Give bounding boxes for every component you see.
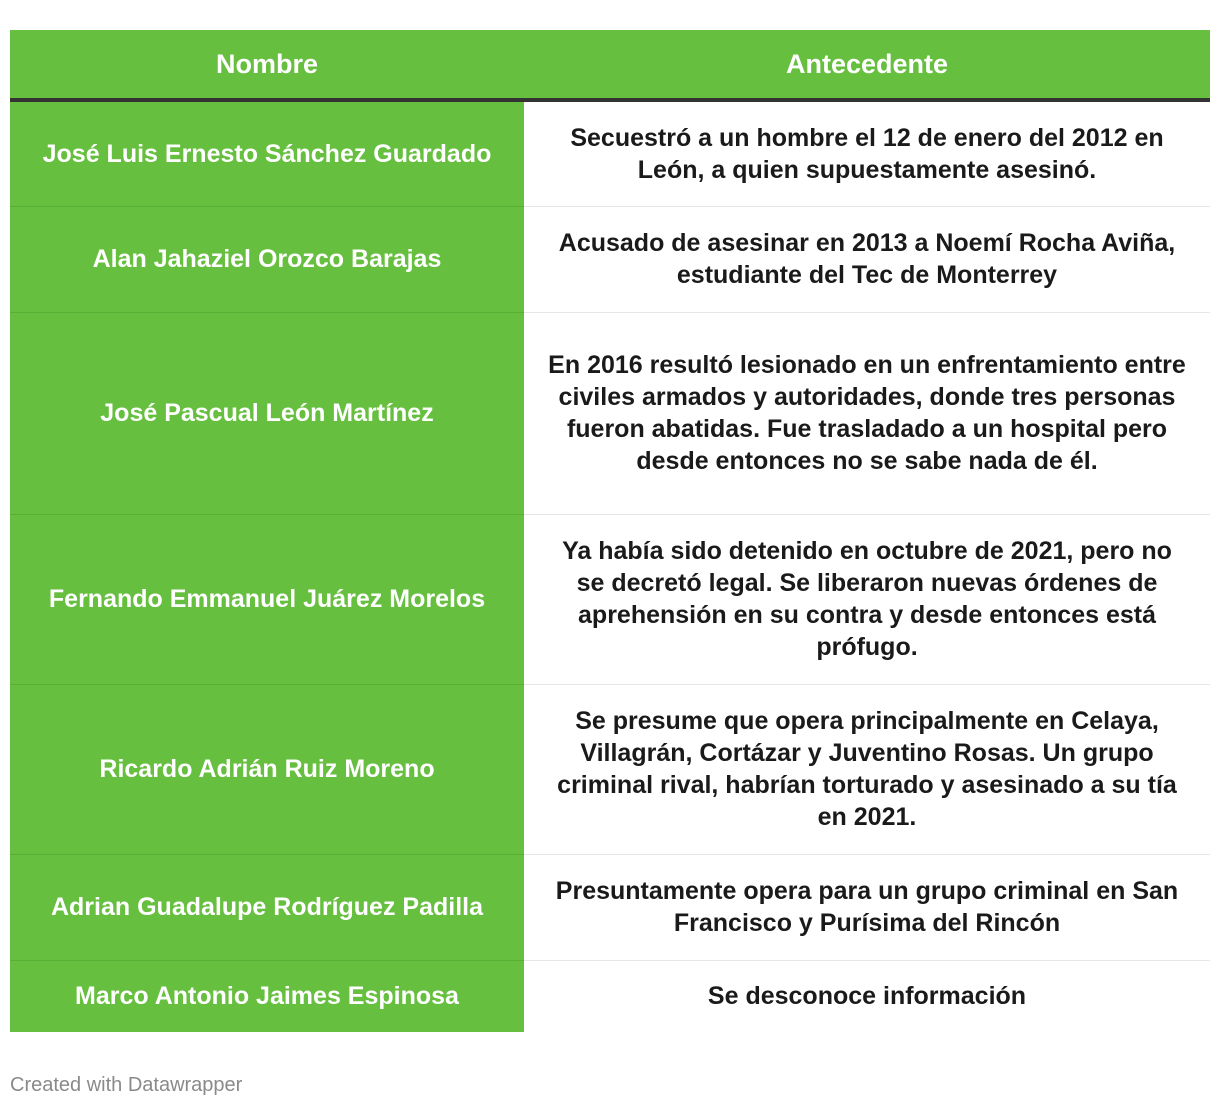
table-row: [10, 960, 1210, 1032]
antecedente-cell: Ya había sido detenido en octubre de 2021, pero no se decretó legal. Se liberaron nuevas órdenes de aprehensión en su contra y desde entonces está prófugo.: [524, 514, 1210, 684]
column-header-nombre[interactable]: Nombre: [10, 30, 524, 100]
name-cell: Marco Antonio Jaimes Espinosa: [10, 960, 524, 1032]
antecedente-cell: Secuestró a un hombre el 12 de enero del 2012 en León, a quien supuestamente asesinó.: [524, 100, 1210, 206]
antecedente-cell: En 2016 resultó lesionado en un enfrentamiento entre civiles armados y autoridades, donde tres personas fueron abatidas. Fue trasladado a un hospital pero desde entonces no se sabe nada de él.: [524, 312, 1210, 514]
antecedente-cell: Se desconoce información: [524, 960, 1210, 1032]
table-row: [10, 854, 1210, 960]
antecedente-cell: Se presume que opera principalmente en Celaya, Villagrán, Cortázar y Juventino Rosas. Un grupo criminal rival, habrían torturado y asesinado a su tía en 2021.: [524, 684, 1210, 854]
name-cell: Adrian Guadalupe Rodríguez Padilla: [10, 854, 524, 960]
name-cell: José Luis Ernesto Sánchez Guardado: [10, 100, 524, 206]
table-header-row: [10, 30, 1210, 100]
table-row: [10, 684, 1210, 854]
name-cell: Ricardo Adrián Ruiz Moreno: [10, 684, 524, 854]
datawrapper-credit[interactable]: Created with Datawrapper: [10, 1074, 243, 1096]
table-row: [10, 100, 1210, 206]
name-cell: Alan Jahaziel Orozco Barajas: [10, 206, 524, 312]
name-cell: Fernando Emmanuel Juárez Morelos: [10, 514, 524, 684]
antecedente-cell: Presuntamente opera para un grupo criminal en San Francisco y Purísima del Rincón: [524, 854, 1210, 960]
column-header-antecedente[interactable]: Antecedente: [524, 30, 1210, 100]
antecedente-cell: Acusado de asesinar en 2013 a Noemí Rocha Aviña, estudiante del Tec de Monterrey: [524, 206, 1210, 312]
table-row: [10, 514, 1210, 684]
data-table-container: [10, 30, 1210, 1032]
table-row: [10, 206, 1210, 312]
table-body: [10, 100, 1210, 1032]
table-row: [10, 312, 1210, 514]
name-cell: José Pascual León Martínez: [10, 312, 524, 514]
data-table: [10, 30, 1210, 1032]
